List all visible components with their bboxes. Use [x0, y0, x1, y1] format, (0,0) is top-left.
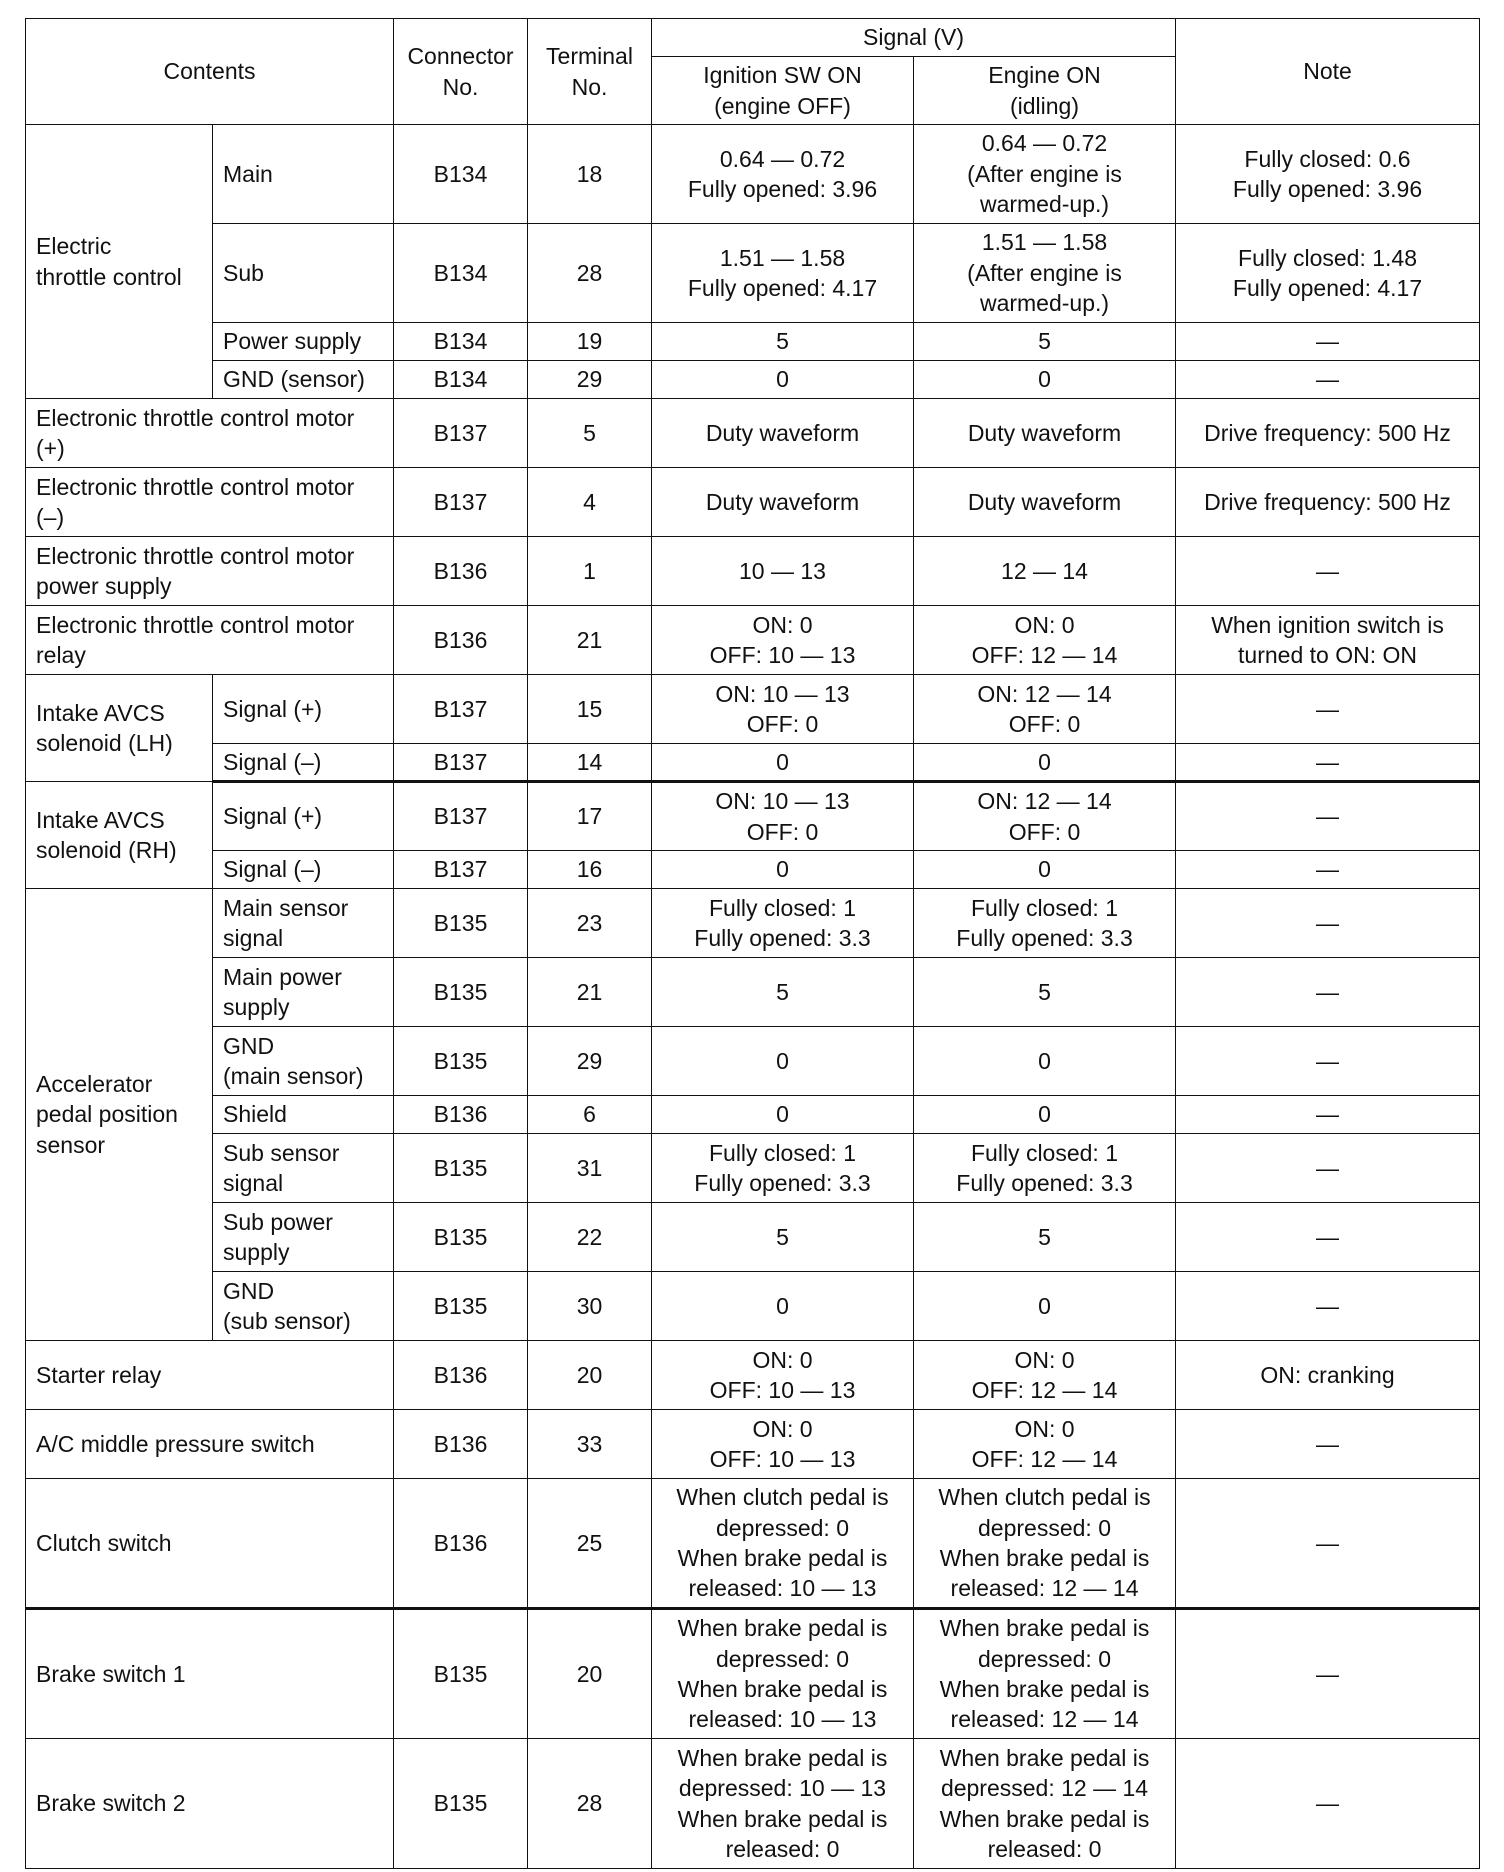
table-row — [26, 889, 1480, 958]
table-row — [26, 606, 1480, 675]
item-label: Starter relay — [26, 1341, 394, 1410]
note-cell: — — [1176, 1203, 1480, 1272]
table-row — [26, 1203, 1480, 1272]
item-label: Sub — [213, 224, 394, 323]
item-label: Signal (+) — [213, 675, 394, 744]
terminal-cell: 29 — [528, 1027, 652, 1096]
connector-cell: B136 — [394, 1341, 528, 1410]
note-cell: — — [1176, 782, 1480, 851]
group-label: Accelerator pedal position sensor — [26, 889, 213, 1341]
ignition-signal-cell: 5 — [652, 323, 914, 361]
engine-signal-cell: When brake pedal is depressed: 12 — 14 When brake pedal is released: 0 — [914, 1739, 1176, 1869]
table-row — [26, 361, 1480, 399]
ignition-signal-cell: ON: 10 — 13 OFF: 0 — [652, 675, 914, 744]
table-row — [26, 1479, 1480, 1609]
engine-signal-cell: 0 — [914, 1272, 1176, 1341]
engine-signal-cell: 0 — [914, 361, 1176, 399]
terminal-cell: 30 — [528, 1272, 652, 1341]
ignition-signal-cell: 5 — [652, 958, 914, 1027]
header-note: Note — [1176, 19, 1480, 125]
engine-signal-cell: ON: 12 — 14 OFF: 0 — [914, 782, 1176, 851]
header-connector-no: Connector No. — [394, 19, 528, 125]
ignition-signal-cell: When clutch pedal is depressed: 0 When brake pedal is released: 10 — 13 — [652, 1479, 914, 1609]
note-cell: — — [1176, 1609, 1480, 1739]
note-cell: — — [1176, 1739, 1480, 1869]
table-row — [26, 1410, 1480, 1479]
table-row — [26, 1739, 1480, 1869]
item-label: Sub sensor signal — [213, 1134, 394, 1203]
item-label: Signal (–) — [213, 851, 394, 889]
engine-signal-cell: ON: 0 OFF: 12 — 14 — [914, 1341, 1176, 1410]
ignition-signal-cell: 0 — [652, 1096, 914, 1134]
table-row — [26, 323, 1480, 361]
item-label: Electronic throttle control motor (+) — [26, 399, 394, 468]
item-label: Power supply — [213, 323, 394, 361]
connector-cell: B136 — [394, 1410, 528, 1479]
item-label: Electronic throttle control motor relay — [26, 606, 394, 675]
terminal-cell: 31 — [528, 1134, 652, 1203]
engine-signal-cell: When brake pedal is depressed: 0 When brake pedal is released: 12 — 14 — [914, 1609, 1176, 1739]
note-cell: — — [1176, 958, 1480, 1027]
connector-cell: B134 — [394, 361, 528, 399]
connector-cell: B136 — [394, 1096, 528, 1134]
note-cell: — — [1176, 361, 1480, 399]
connector-cell: B134 — [394, 125, 528, 224]
terminal-cell: 22 — [528, 1203, 652, 1272]
table-row — [26, 782, 1480, 851]
terminal-cell: 14 — [528, 744, 652, 782]
connector-cell: B136 — [394, 1479, 528, 1609]
engine-signal-cell: 0 — [914, 1027, 1176, 1096]
terminal-cell: 5 — [528, 399, 652, 468]
terminal-cell: 1 — [528, 537, 652, 606]
connector-cell: B134 — [394, 323, 528, 361]
engine-signal-cell: Fully closed: 1 Fully opened: 3.3 — [914, 1134, 1176, 1203]
item-label: Main sensor signal — [213, 889, 394, 958]
terminal-cell: 23 — [528, 889, 652, 958]
ignition-signal-cell: ON: 0 OFF: 10 — 13 — [652, 1410, 914, 1479]
item-label: Clutch switch — [26, 1479, 394, 1609]
group-label: Intake AVCS solenoid (LH) — [26, 675, 213, 782]
connector-cell: B135 — [394, 1609, 528, 1739]
item-label: Main power supply — [213, 958, 394, 1027]
group-label: Intake AVCS solenoid (RH) — [26, 782, 213, 889]
connector-cell: B137 — [394, 675, 528, 744]
header-contents: Contents — [26, 19, 394, 125]
note-cell: — — [1176, 889, 1480, 958]
connector-cell: B137 — [394, 851, 528, 889]
ignition-signal-cell: ON: 0 OFF: 10 — 13 — [652, 1341, 914, 1410]
note-cell: ON: cranking — [1176, 1341, 1480, 1410]
table-row — [26, 1134, 1480, 1203]
note-cell: Drive frequency: 500 Hz — [1176, 399, 1480, 468]
ignition-signal-cell: Duty waveform — [652, 399, 914, 468]
header-terminal-no: Terminal No. — [528, 19, 652, 125]
connector-cell: B136 — [394, 606, 528, 675]
engine-signal-cell: 5 — [914, 1203, 1176, 1272]
engine-signal-cell: 0.64 — 0.72 (After engine is warmed-up.) — [914, 125, 1176, 224]
note-cell: When ignition switch is turned to ON: ON — [1176, 606, 1480, 675]
connector-cell: B137 — [394, 399, 528, 468]
connector-cell: B134 — [394, 224, 528, 323]
engine-signal-cell: When clutch pedal is depressed: 0 When brake pedal is released: 12 — 14 — [914, 1479, 1176, 1609]
item-label: Main — [213, 125, 394, 224]
terminal-cell: 15 — [528, 675, 652, 744]
connector-cell: B137 — [394, 744, 528, 782]
terminal-cell: 20 — [528, 1609, 652, 1739]
engine-signal-cell: 1.51 — 1.58 (After engine is warmed-up.) — [914, 224, 1176, 323]
ignition-signal-cell: Fully closed: 1 Fully opened: 3.3 — [652, 889, 914, 958]
item-label: GND (main sensor) — [213, 1027, 394, 1096]
item-label: Signal (–) — [213, 744, 394, 782]
engine-signal-cell: ON: 12 — 14 OFF: 0 — [914, 675, 1176, 744]
connector-cell: B135 — [394, 1203, 528, 1272]
note-cell: — — [1176, 537, 1480, 606]
table-row — [26, 1341, 1480, 1410]
header-engine-on: Engine ON (idling) — [914, 57, 1176, 125]
item-label: Brake switch 1 — [26, 1609, 394, 1739]
ignition-signal-cell: 0 — [652, 1027, 914, 1096]
table-row — [26, 1027, 1480, 1096]
terminal-cell: 25 — [528, 1479, 652, 1609]
header-signal: Signal (V) — [652, 19, 1176, 57]
terminal-cell: 18 — [528, 125, 652, 224]
table-row — [26, 851, 1480, 889]
ignition-signal-cell: When brake pedal is depressed: 0 When brake pedal is released: 10 — 13 — [652, 1609, 914, 1739]
connector-cell: B137 — [394, 468, 528, 537]
engine-signal-cell: 0 — [914, 744, 1176, 782]
note-cell: — — [1176, 1027, 1480, 1096]
connector-cell: B135 — [394, 1027, 528, 1096]
table-row — [26, 468, 1480, 537]
engine-signal-cell: 5 — [914, 958, 1176, 1027]
terminal-cell: 28 — [528, 1739, 652, 1869]
table-row — [26, 125, 1480, 224]
table-row — [26, 537, 1480, 606]
terminal-cell: 29 — [528, 361, 652, 399]
ignition-signal-cell: 1.51 — 1.58 Fully opened: 4.17 — [652, 224, 914, 323]
terminal-cell: 21 — [528, 958, 652, 1027]
table-row — [26, 224, 1480, 323]
terminal-cell: 4 — [528, 468, 652, 537]
item-label: Brake switch 2 — [26, 1739, 394, 1869]
ignition-signal-cell: 0 — [652, 361, 914, 399]
item-label: GND (sub sensor) — [213, 1272, 394, 1341]
terminal-cell: 16 — [528, 851, 652, 889]
terminal-cell: 17 — [528, 782, 652, 851]
engine-signal-cell: ON: 0 OFF: 12 — 14 — [914, 1410, 1176, 1479]
header-ignition-sw-on: Ignition SW ON (engine OFF) — [652, 57, 914, 125]
engine-signal-cell: Fully closed: 1 Fully opened: 3.3 — [914, 889, 1176, 958]
group-label: Electric throttle control — [26, 125, 213, 399]
connector-cell: B135 — [394, 958, 528, 1027]
connector-cell: B136 — [394, 537, 528, 606]
table-row — [26, 958, 1480, 1027]
ignition-signal-cell: 0 — [652, 851, 914, 889]
table-row — [26, 1609, 1480, 1739]
item-label: A/C middle pressure switch — [26, 1410, 394, 1479]
note-cell: — — [1176, 1479, 1480, 1609]
connector-cell: B135 — [394, 1272, 528, 1341]
engine-signal-cell: ON: 0 OFF: 12 — 14 — [914, 606, 1176, 675]
terminal-cell: 33 — [528, 1410, 652, 1479]
note-cell: Drive frequency: 500 Hz — [1176, 468, 1480, 537]
table-row — [26, 675, 1480, 744]
engine-signal-cell: Duty waveform — [914, 468, 1176, 537]
item-label: Electronic throttle control motor power supply — [26, 537, 394, 606]
ignition-signal-cell: 5 — [652, 1203, 914, 1272]
note-cell: — — [1176, 744, 1480, 782]
item-label: GND (sensor) — [213, 361, 394, 399]
ignition-signal-cell: ON: 10 — 13 OFF: 0 — [652, 782, 914, 851]
engine-signal-cell: Duty waveform — [914, 399, 1176, 468]
terminal-cell: 28 — [528, 224, 652, 323]
ignition-signal-cell: 10 — 13 — [652, 537, 914, 606]
ignition-signal-cell: 0 — [652, 1272, 914, 1341]
table-row — [26, 744, 1480, 782]
terminal-cell: 20 — [528, 1341, 652, 1410]
ignition-signal-cell: Fully closed: 1 Fully opened: 3.3 — [652, 1134, 914, 1203]
note-cell: — — [1176, 323, 1480, 361]
note-cell: — — [1176, 1410, 1480, 1479]
connector-cell: B135 — [394, 889, 528, 958]
terminal-cell: 6 — [528, 1096, 652, 1134]
table-row — [26, 399, 1480, 468]
note-cell: Fully closed: 0.6 Fully opened: 3.96 — [1176, 125, 1480, 224]
engine-signal-cell: 0 — [914, 851, 1176, 889]
ignition-signal-cell: ON: 0 OFF: 10 — 13 — [652, 606, 914, 675]
terminal-cell: 21 — [528, 606, 652, 675]
engine-signal-cell: 0 — [914, 1096, 1176, 1134]
ignition-signal-cell: 0.64 — 0.72 Fully opened: 3.96 — [652, 125, 914, 224]
table-row — [26, 1096, 1480, 1134]
terminal-cell: 19 — [528, 323, 652, 361]
item-label: Sub power supply — [213, 1203, 394, 1272]
connector-cell: B137 — [394, 782, 528, 851]
engine-signal-cell: 12 — 14 — [914, 537, 1176, 606]
note-cell: — — [1176, 1134, 1480, 1203]
table-row — [26, 1272, 1480, 1341]
signal-spec-table — [25, 18, 1480, 1869]
item-label: Electronic throttle control motor (–) — [26, 468, 394, 537]
note-cell: — — [1176, 1096, 1480, 1134]
engine-signal-cell: 5 — [914, 323, 1176, 361]
ignition-signal-cell: 0 — [652, 744, 914, 782]
note-cell: — — [1176, 1272, 1480, 1341]
connector-cell: B135 — [394, 1134, 528, 1203]
note-cell: — — [1176, 675, 1480, 744]
ignition-signal-cell: Duty waveform — [652, 468, 914, 537]
item-label: Signal (+) — [213, 782, 394, 851]
item-label: Shield — [213, 1096, 394, 1134]
ignition-signal-cell: When brake pedal is depressed: 10 — 13 When brake pedal is released: 0 — [652, 1739, 914, 1869]
note-cell: Fully closed: 1.48 Fully opened: 4.17 — [1176, 224, 1480, 323]
note-cell: — — [1176, 851, 1480, 889]
connector-cell: B135 — [394, 1739, 528, 1869]
